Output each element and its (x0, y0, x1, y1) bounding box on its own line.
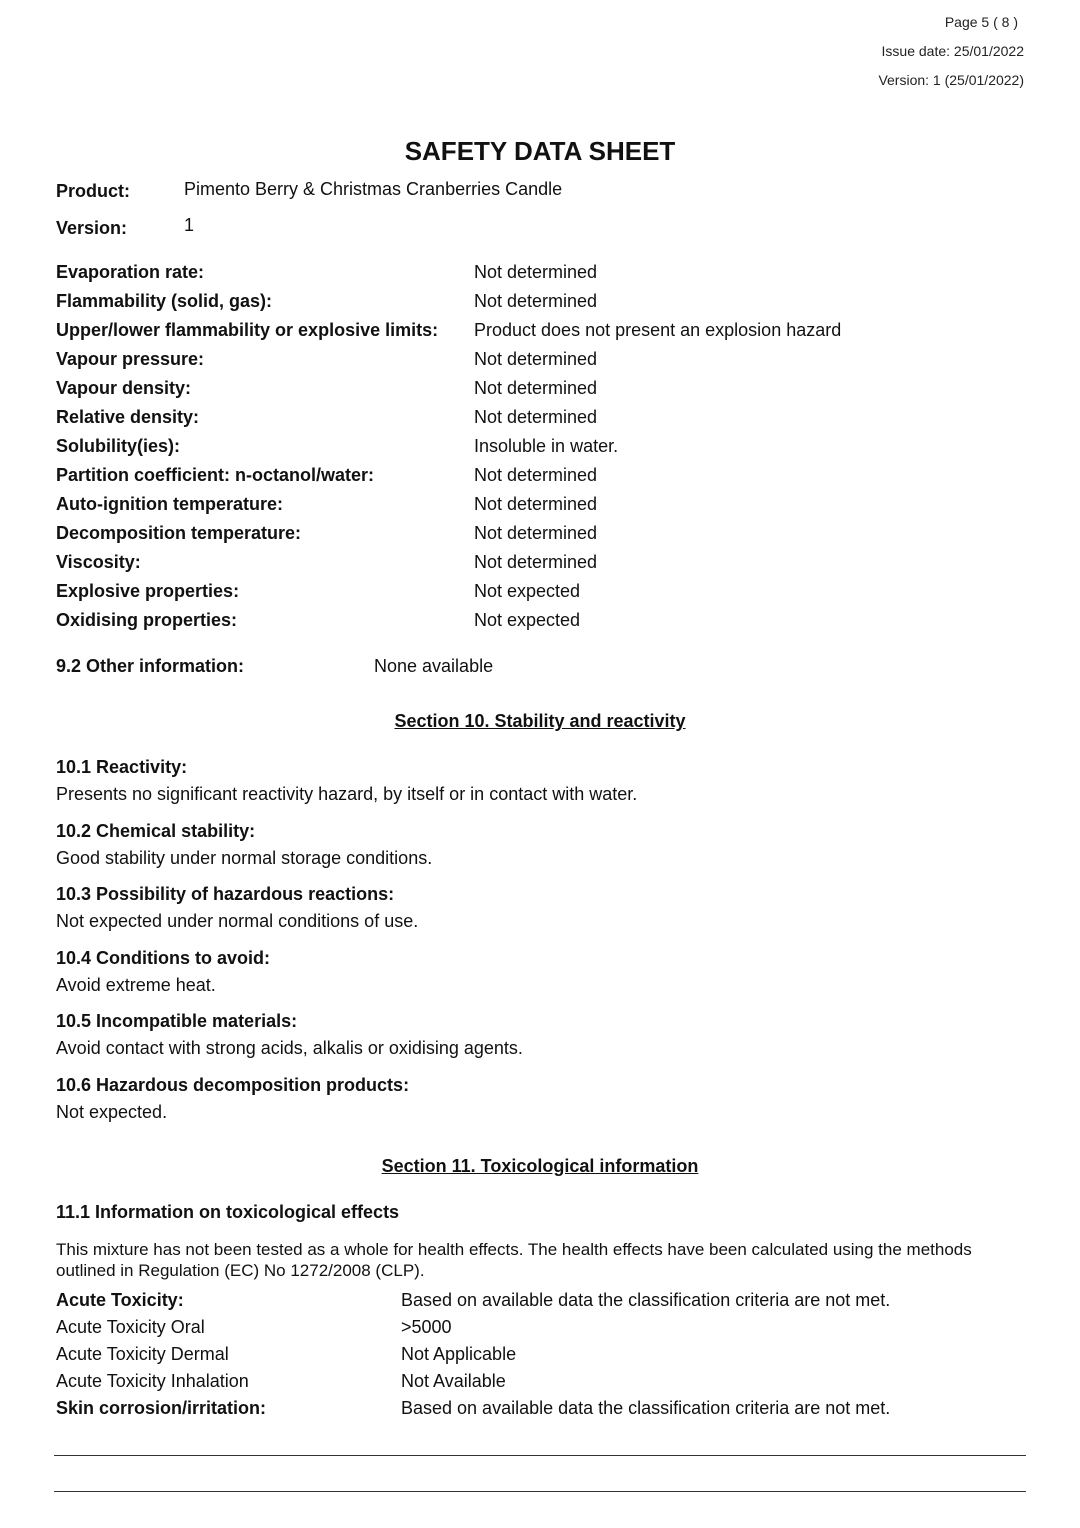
property-row (56, 465, 1026, 494)
subsection-heading: 11.1 Information on toxicological effects (56, 1202, 400, 1222)
property-value: Not determined (474, 262, 598, 282)
toxicology-value: Not Applicable (401, 1344, 517, 1364)
property-label: Vapour density: (56, 378, 192, 398)
property-label: Evaporation rate: (56, 262, 205, 282)
toxicology-table (56, 1290, 1026, 1425)
subsection-text: Not expected. (56, 1102, 168, 1122)
toxicology-value: >5000 (401, 1317, 452, 1337)
property-label: Oxidising properties: (56, 610, 238, 630)
toxicology-row (56, 1317, 1026, 1344)
toxicology-value: Based on available data the classification criteria are not met. (401, 1398, 891, 1418)
footer-divider-bottom (54, 1491, 1026, 1492)
version-label: Version: (56, 218, 128, 238)
subsection-10-2 (56, 821, 432, 869)
property-label: Auto-ignition temperature: (56, 494, 283, 514)
product-label: Product: (56, 181, 130, 201)
property-label: Partition coefficient: n-octanol/water: (56, 465, 375, 485)
property-row (56, 407, 1026, 436)
subsection-heading: 10.6 Hazardous decomposition products: (56, 1075, 410, 1095)
other-info-label: 9.2 Other information: (56, 656, 245, 676)
toxicology-label: Acute Toxicity Inhalation (56, 1371, 249, 1391)
subsection-text: Not expected under normal conditions of use. (56, 911, 419, 931)
properties-table (56, 262, 1026, 639)
toxicology-label: Acute Toxicity Dermal (56, 1344, 229, 1364)
property-value: Not determined (474, 494, 598, 514)
property-value: Insoluble in water. (474, 436, 619, 456)
property-label: Flammability (solid, gas): (56, 291, 273, 311)
subsection-heading: 10.5 Incompatible materials: (56, 1011, 298, 1031)
section-10-title: Section 10. Stability and reactivity (394, 711, 686, 731)
subsection-text: Presents no significant reactivity hazard, by itself or in contact with water. (56, 784, 638, 804)
subsection-11-1 (56, 1202, 399, 1223)
toxicology-value: Not Available (401, 1371, 506, 1391)
property-row (56, 378, 1026, 407)
subsection-text: Avoid extreme heat. (56, 975, 216, 995)
toxicology-row (56, 1290, 1026, 1317)
property-row (56, 436, 1026, 465)
property-value: Not determined (474, 465, 598, 485)
property-label: Viscosity: (56, 552, 141, 572)
property-value: Not determined (474, 407, 598, 427)
toxicology-row (56, 1371, 1026, 1398)
property-value: Not determined (474, 523, 598, 543)
version-value: 1 (184, 215, 195, 235)
property-row (56, 552, 1026, 581)
property-value: Not determined (474, 378, 598, 398)
property-row (56, 349, 1026, 378)
subsection-heading: 10.4 Conditions to avoid: (56, 948, 271, 968)
subsection-text: Good stability under normal storage conditions. (56, 848, 433, 868)
property-value: Product does not present an explosion hazard (474, 320, 842, 340)
other-info-value: None available (374, 656, 494, 676)
property-row (56, 320, 1026, 349)
subsection-heading: 10.2 Chemical stability: (56, 821, 256, 841)
property-row (56, 523, 1026, 552)
property-value: Not expected (474, 581, 581, 601)
property-row (56, 291, 1026, 320)
property-label: Explosive properties: (56, 581, 240, 601)
property-value: Not determined (474, 291, 598, 311)
property-value: Not determined (474, 552, 598, 572)
property-label: Vapour pressure: (56, 349, 205, 369)
toxicology-label: Skin corrosion/irritation: (56, 1398, 267, 1418)
property-value: Not expected (474, 610, 581, 630)
subsection-heading: 10.3 Possibility of hazardous reactions: (56, 884, 395, 904)
toxicology-value: Based on available data the classification criteria are not met. (401, 1290, 891, 1310)
page-number: Page 5 ( 8 ) (944, 14, 1018, 30)
version-info: Version: 1 (25/01/2022) (878, 72, 1024, 88)
subsection-10-6 (56, 1075, 409, 1123)
subsection-10-1 (56, 757, 637, 805)
issue-date: Issue date: 25/01/2022 (881, 43, 1024, 59)
subsection-10-4 (56, 948, 270, 996)
property-label: Decomposition temperature: (56, 523, 302, 543)
section-11-title: Section 11. Toxicological information (381, 1156, 699, 1176)
subsection-heading: 10.1 Reactivity: (56, 757, 188, 777)
property-row (56, 262, 1026, 291)
document-title: SAFETY DATA SHEET (404, 136, 676, 166)
property-row (56, 581, 1026, 610)
product-value: Pimento Berry & Christmas Cranberries Candle (184, 179, 563, 199)
subsection-10-3 (56, 884, 418, 932)
property-label: Relative density: (56, 407, 200, 427)
subsection-text: Avoid contact with strong acids, alkalis or oxidising agents. (56, 1038, 523, 1058)
toxicology-label: Acute Toxicity: (56, 1290, 184, 1310)
property-value: Not determined (474, 349, 598, 369)
toxicology-label: Acute Toxicity Oral (56, 1317, 205, 1337)
property-row (56, 494, 1026, 523)
toxicology-paragraph: This mixture has not been tested as a whole for health effects. The health effects have been calculated using the methods outlined in Regulation (EC) No 1272/2008 (CLP). (56, 1240, 972, 1280)
property-label: Upper/lower flammability or explosive limits: (56, 320, 439, 340)
property-label: Solubility(ies): (56, 436, 181, 456)
property-row (56, 610, 1026, 639)
footer-divider-top (54, 1455, 1026, 1456)
toxicology-row (56, 1344, 1026, 1371)
subsection-10-5 (56, 1011, 523, 1059)
toxicology-row (56, 1398, 1026, 1425)
